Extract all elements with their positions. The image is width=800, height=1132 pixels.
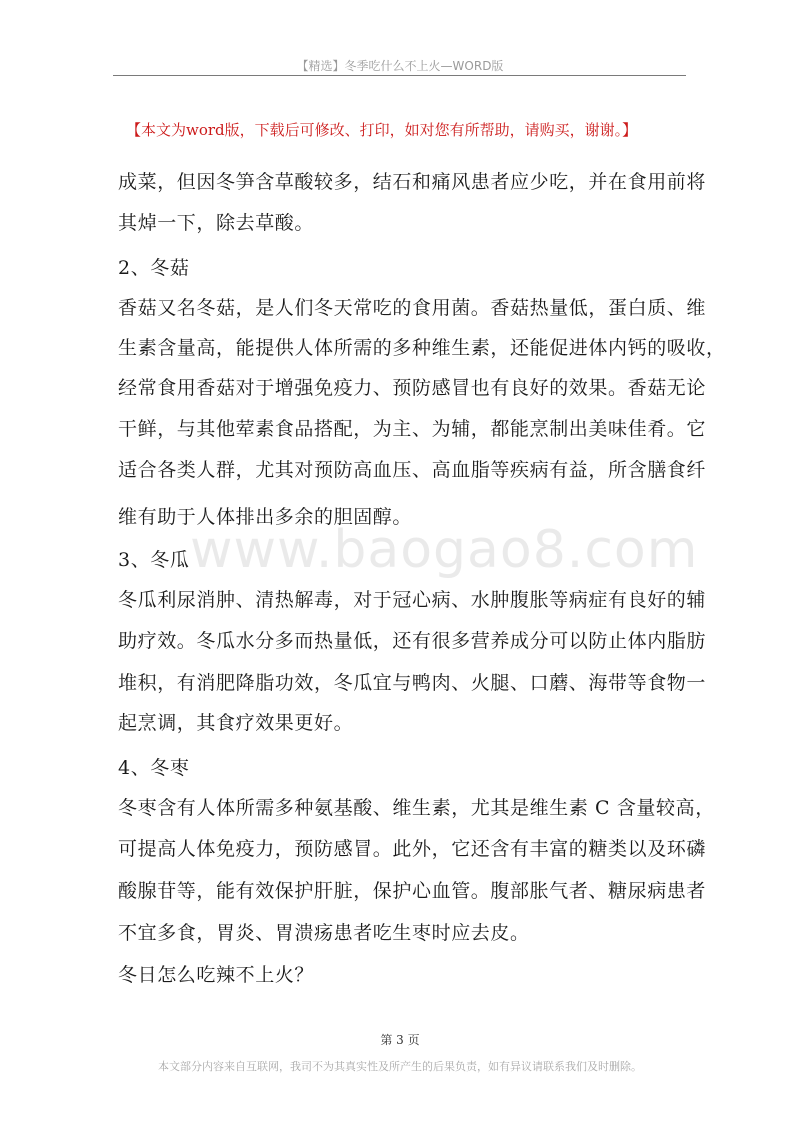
paragraph-line: 维有助于人体排出多余的胆固醇。 xyxy=(118,506,413,528)
paragraph-line: 冬枣含有人体所需多种氨基酸、维生素，尤其是维生素 C 含量较高， xyxy=(118,797,715,819)
paragraph-line: 其焯一下，除去草酸。 xyxy=(118,212,315,234)
paragraph-line: 助疗效。冬瓜水分多而热量低，还有很多营养成分可以防止体内脂肪 xyxy=(118,630,707,652)
section-heading: 冬日怎么吃辣不上火？ xyxy=(118,964,315,986)
paragraph-line: 适合各类人群，尤其对预防高血压、高血脂等疾病有益，所含膳食纤 xyxy=(118,459,707,481)
footer-disclaimer: 本文部分内容来自互联网，我司不为其真实性及所产生的后果负责，如有异议请联系我们及时删除。 xyxy=(158,1060,642,1073)
paragraph-line: 经常食用香菇对于增强免疫力、预防感冒也有良好的效果。香菇无论 xyxy=(118,377,707,399)
section-heading: 4、冬枣 xyxy=(118,757,190,779)
download-notice: 【本文为word版，下载后可修改、打印，如对您有所帮助，请购买，谢谢。】 xyxy=(126,121,638,139)
page-header-title: 【精选】冬季吃什么不上火—WORD版 xyxy=(296,59,504,73)
paragraph-line: 干鲜，与其他荤素食品搭配，为主、为辅，都能烹制出美味佳肴。它 xyxy=(118,418,707,440)
page-number: 第 3 页 xyxy=(380,1033,420,1047)
header-divider xyxy=(113,75,686,76)
paragraph-line: 成菜，但因冬笋含草酸较多，结石和痛风患者应少吃，并在食用前将 xyxy=(118,171,707,193)
section-heading: 3、冬瓜 xyxy=(118,549,190,571)
paragraph-line: 冬瓜利尿消肿、清热解毒，对于冠心病、水肿腹胀等病症有良好的辅 xyxy=(118,589,707,611)
paragraph-line: 香菇又名冬菇，是人们冬天常吃的食用菌。香菇热量低，蛋白质、维 xyxy=(118,297,707,319)
paragraph-line: 可提高人体免疫力，预防感冒。此外，它还含有丰富的糖类以及环磷 xyxy=(118,838,707,860)
paragraph-line: 酸腺苷等，能有效保护肝脏，保护心血管。腹部胀气者、糖尿病患者 xyxy=(118,880,707,902)
paragraph-line: 生素含量高，能提供人体所需的多种维生素，还能促进体内钙的吸收， xyxy=(118,337,726,359)
paragraph-line: 起烹调，其食疗效果更好。 xyxy=(118,712,354,734)
section-heading: 2、冬菇 xyxy=(118,257,190,279)
paragraph-line: 不宜多食，胃炎、胃溃疡患者吃生枣时应去皮。 xyxy=(118,922,530,944)
paragraph-line: 堆积，有消肥降脂功效，冬瓜宜与鸭肉、火腿、口蘑、海带等食物一 xyxy=(118,672,707,694)
watermark: www.baogao8.com xyxy=(190,520,699,580)
